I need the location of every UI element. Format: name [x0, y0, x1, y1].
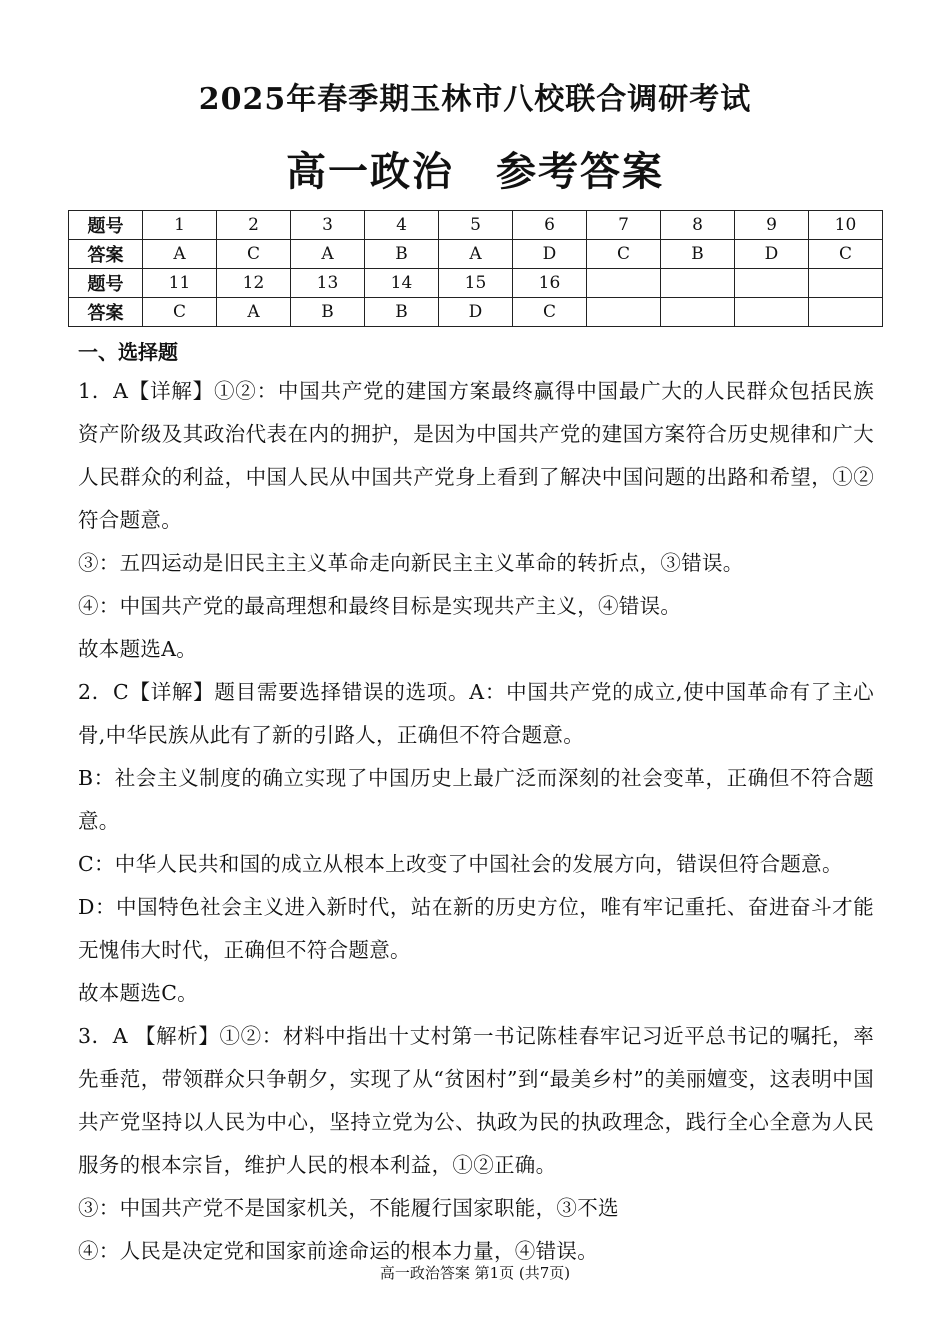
explanation-paragraph: 故本题选A。 — [78, 637, 198, 661]
explanation-paragraph: 2．C【详解】题目需要选择错误的选项。A：中国共产党的成立,使中国革命有了主心骨,中华民族从此有了新的引路人，正确但不符合题意。 — [78, 680, 874, 747]
question-number-cell: 13 — [291, 269, 365, 298]
answer-cell: B — [365, 298, 439, 327]
exam-title: 2025年春季期玉林市八校联合调研考试 — [198, 82, 752, 117]
explanation-paragraph: D：中国特色社会主义进入新时代，站在新的历史方位，唯有牢记重托、奋进奋斗才能无愧伟大时代，正确但不符合题意。 — [78, 895, 874, 962]
answer-cell: A — [291, 240, 365, 269]
answer-cell: D — [439, 298, 513, 327]
question-number-cell: 4 — [365, 211, 439, 240]
explanation-paragraph: 故本题选C。 — [78, 981, 198, 1005]
table-row — [69, 211, 883, 240]
answer-cell: C — [143, 298, 217, 327]
explanation-paragraph: C：中华人民共和国的成立从根本上改变了中国社会的发展方向，错误但符合题意。 — [78, 852, 843, 876]
question-number-cell — [587, 269, 661, 298]
question-number-cell — [661, 269, 735, 298]
question-number-cell: 1 — [143, 211, 217, 240]
explanation-paragraph: ④：人民是决定党和国家前途命运的根本力量，④错误。 — [78, 1239, 598, 1263]
row-label: 题号 — [69, 211, 143, 240]
question-number-cell: 15 — [439, 269, 513, 298]
question-number-cell: 11 — [143, 269, 217, 298]
answer-cell: B — [661, 240, 735, 269]
question-number-cell: 3 — [291, 211, 365, 240]
answer-cell: C — [587, 240, 661, 269]
answer-cell: A — [217, 298, 291, 327]
answer-cell — [735, 298, 809, 327]
question-number-cell — [809, 269, 883, 298]
question-number-cell: 6 — [513, 211, 587, 240]
answer-cell: B — [291, 298, 365, 327]
table-row — [69, 240, 883, 269]
question-number-cell: 12 — [217, 269, 291, 298]
answer-cell: C — [809, 240, 883, 269]
question-number-cell: 9 — [735, 211, 809, 240]
page-footer: 高一政治答案 第1页 (共7页) — [379, 1264, 571, 1282]
answer-cell: B — [365, 240, 439, 269]
answer-cell — [809, 298, 883, 327]
explanation-paragraph: ③：五四运动是旧民主主义革命走向新民主主义革命的转折点，③错误。 — [78, 551, 744, 575]
question-number-cell — [735, 269, 809, 298]
explanation-paragraph: B：社会主义制度的确立实现了中国历史上最广泛而深刻的社会变革，正确但不符合题意。 — [78, 766, 874, 833]
answer-key-title: 高一政治 参考答案 — [286, 148, 664, 195]
answer-cell: D — [735, 240, 809, 269]
explanation-paragraph: 3．A 【解析】①②：材料中指出十丈村第一书记陈桂春牢记习近平总书记的嘱托，率先垂范，带领群众只争朝夕，实现了从“贫困村”到“最美乡村”的美丽嬗变，这表明中国共产党坚持以人民为中心，坚持立党为公、执政为民的执政理念，践行全心全意为人民服务的根本宗旨，维护人民的根本利益，①②正确。 — [78, 1024, 874, 1177]
answer-cell — [587, 298, 661, 327]
answer-cell: C — [513, 298, 587, 327]
explanation-paragraph: ④：中国共产党的最高理想和最终目标是实现共产主义，④错误。 — [78, 594, 682, 618]
answer-cell: C — [217, 240, 291, 269]
question-number-cell: 10 — [809, 211, 883, 240]
question-number-cell: 8 — [661, 211, 735, 240]
question-number-cell: 14 — [365, 269, 439, 298]
question-number-cell: 5 — [439, 211, 513, 240]
row-label: 答案 — [69, 298, 143, 327]
question-number-cell: 2 — [217, 211, 291, 240]
answer-table-body — [69, 211, 883, 327]
answer-cell: A — [143, 240, 217, 269]
row-label: 题号 — [69, 269, 143, 298]
question-number-cell: 7 — [587, 211, 661, 240]
explanation-paragraph: ③：中国共产党不是国家机关，不能履行国家职能，③不选 — [78, 1196, 619, 1220]
answer-explanations — [78, 370, 874, 1273]
answer-cell: A — [439, 240, 513, 269]
table-row — [69, 269, 883, 298]
answer-table — [68, 210, 883, 327]
answer-cell — [661, 298, 735, 327]
section-title: 一、选择题 — [78, 340, 178, 364]
question-number-cell: 16 — [513, 269, 587, 298]
answer-cell: D — [513, 240, 587, 269]
row-label: 答案 — [69, 240, 143, 269]
table-row — [69, 298, 883, 327]
explanation-paragraph: 1．A【详解】①②：中国共产党的建国方案最终赢得中国最广大的人民群众包括民族资产阶级及其政治代表在内的拥护，是因为中国共产党的建国方案符合历史规律和广大人民群众的利益，中国人民从中国共产党身上看到了解决中国问题的出路和希望，①②符合题意。 — [78, 379, 874, 532]
